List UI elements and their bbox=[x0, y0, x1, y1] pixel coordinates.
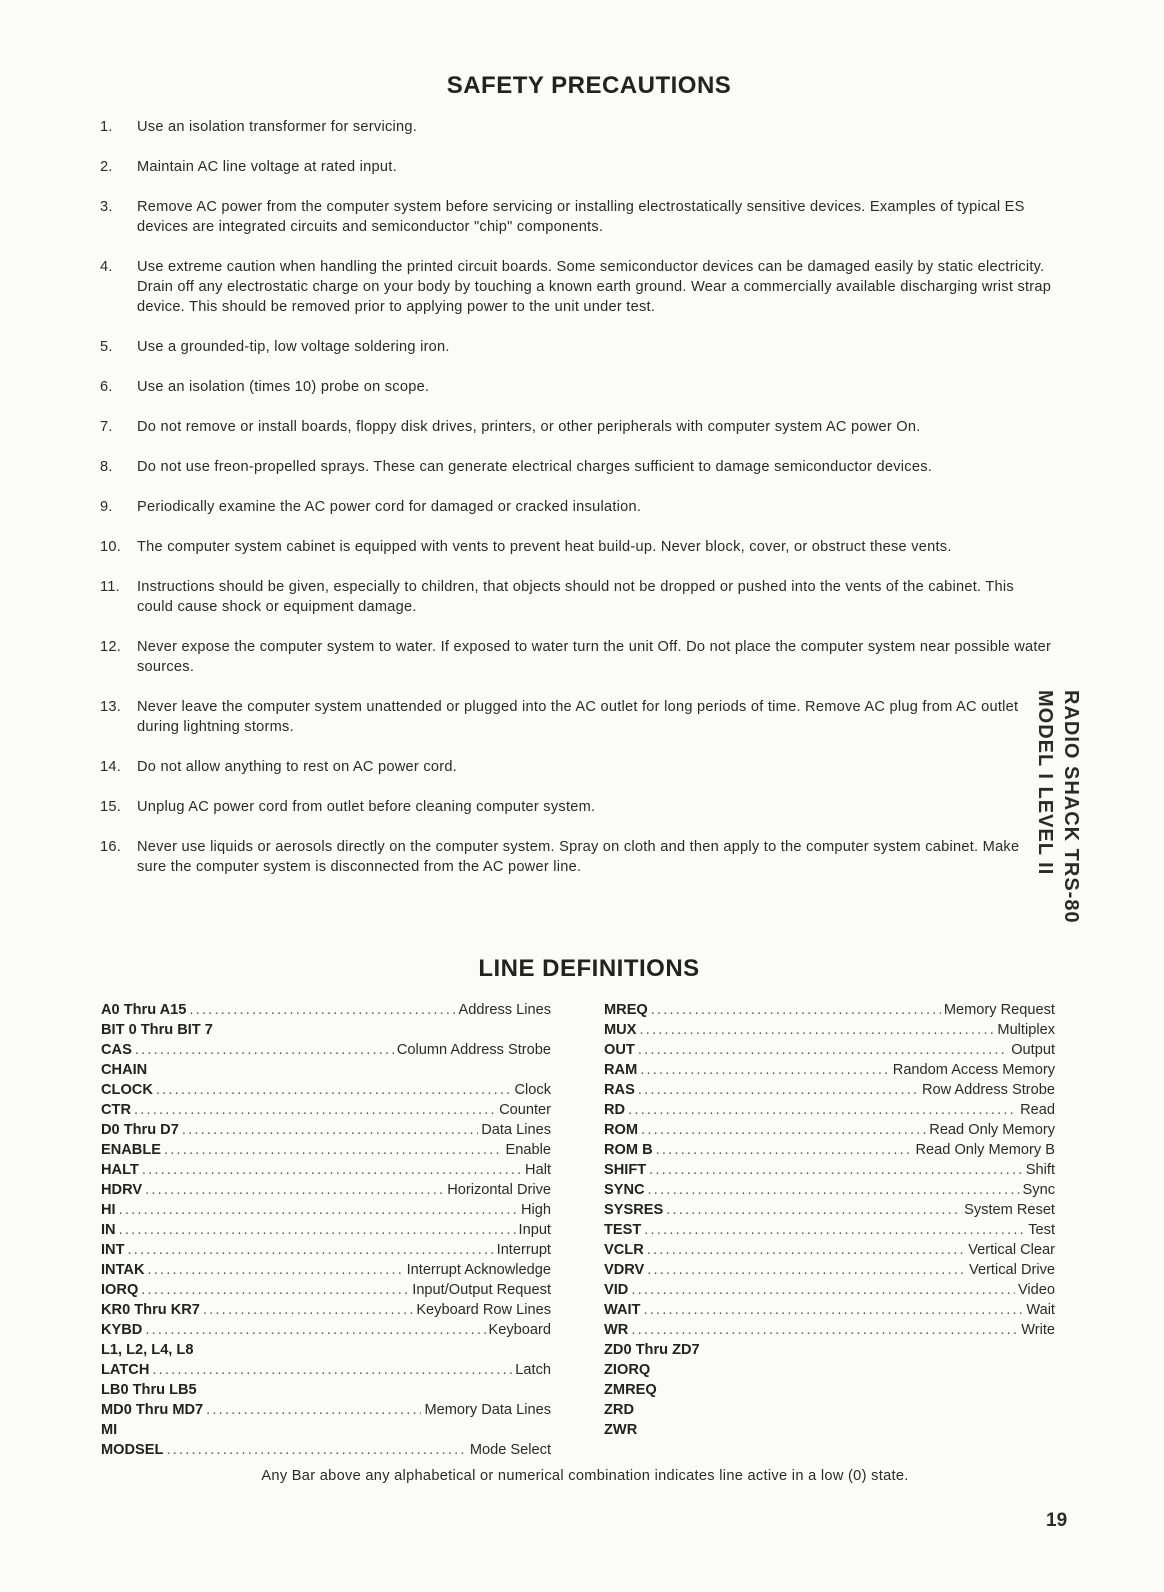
definition-row bbox=[101, 1180, 551, 1200]
dot-leader bbox=[145, 1180, 444, 1200]
signal-definition: Address Lines bbox=[458, 1002, 551, 1018]
precaution-number: 15. bbox=[100, 799, 122, 815]
definition-row bbox=[101, 1120, 551, 1140]
signal-abbreviation: SYNC bbox=[604, 1182, 645, 1198]
signal-definition: Row Address Strobe bbox=[921, 1082, 1055, 1098]
definition-row bbox=[604, 1300, 1055, 1320]
signal-abbreviation: INTAK bbox=[101, 1262, 145, 1278]
precaution-number: 5. bbox=[100, 339, 113, 355]
definition-row bbox=[604, 1160, 1055, 1180]
precaution-text: Do not allow anything to rest on AC power cord. bbox=[137, 759, 458, 775]
dot-leader bbox=[166, 1440, 466, 1460]
signal-abbreviation: VCLR bbox=[604, 1242, 644, 1258]
signal-abbreviation: L1, L2, L4, L8 bbox=[101, 1342, 194, 1358]
precaution-number: 9. bbox=[100, 499, 113, 515]
signal-definition: Vertical Drive bbox=[969, 1262, 1055, 1278]
dot-leader bbox=[206, 1400, 421, 1420]
precaution-item bbox=[100, 157, 1052, 177]
dot-leader bbox=[651, 1000, 941, 1020]
signal-abbreviation: RAS bbox=[604, 1082, 635, 1098]
line-definitions-left-column bbox=[101, 1000, 551, 1460]
precaution-number: 12. bbox=[100, 639, 122, 655]
signal-abbreviation: ZD0 Thru ZD7 bbox=[604, 1342, 700, 1358]
precaution-number: 7. bbox=[100, 419, 113, 435]
dot-leader bbox=[631, 1320, 1018, 1340]
definition-row bbox=[604, 1060, 1055, 1080]
signal-abbreviation: MI bbox=[101, 1422, 118, 1438]
definition-row bbox=[101, 1080, 551, 1100]
dot-leader bbox=[135, 1040, 394, 1060]
precaution-text: Do not use freon-propelled sprays. These can generate electrical charges sufficient to damage semiconductor devices. bbox=[137, 459, 933, 475]
precaution-item bbox=[100, 257, 1052, 317]
signal-definition: Enable bbox=[505, 1142, 551, 1158]
definition-row bbox=[604, 1040, 1055, 1060]
precaution-number: 10. bbox=[100, 539, 122, 555]
dot-leader bbox=[656, 1140, 913, 1160]
line-definitions-right-column bbox=[604, 1000, 1055, 1440]
dot-leader bbox=[141, 1280, 409, 1300]
signal-abbreviation: LATCH bbox=[101, 1362, 150, 1378]
signal-abbreviation: ZWR bbox=[604, 1422, 638, 1438]
precaution-text: Use an isolation (times 10) probe on scope. bbox=[137, 379, 430, 395]
signal-definition: Memory Request bbox=[943, 1002, 1055, 1018]
signal-abbreviation: WR bbox=[604, 1322, 629, 1338]
definition-row bbox=[101, 1280, 551, 1300]
precaution-text: Never expose the computer system to water. If exposed to water turn the unit Off. Do not place the computer system near possible water sources. bbox=[137, 639, 1052, 675]
dot-leader bbox=[148, 1260, 404, 1280]
signal-definition: Latch bbox=[515, 1362, 551, 1378]
precaution-item bbox=[100, 457, 1052, 477]
signal-definition: Wait bbox=[1026, 1302, 1055, 1318]
signal-definition: Input bbox=[518, 1222, 551, 1238]
signal-abbreviation: INT bbox=[101, 1242, 125, 1258]
signal-abbreviation: IN bbox=[101, 1222, 116, 1238]
definition-row bbox=[604, 1420, 1055, 1440]
definition-row bbox=[604, 1100, 1055, 1120]
signal-abbreviation: TEST bbox=[604, 1222, 642, 1238]
definition-row bbox=[604, 1000, 1055, 1020]
precaution-item bbox=[100, 637, 1052, 677]
definition-row bbox=[101, 1160, 551, 1180]
definition-row bbox=[604, 1260, 1055, 1280]
signal-abbreviation: SYSRES bbox=[604, 1202, 664, 1218]
definition-row bbox=[101, 1320, 551, 1340]
definition-row bbox=[101, 1240, 551, 1260]
signal-abbreviation: RAM bbox=[604, 1062, 638, 1078]
definition-row bbox=[604, 1120, 1055, 1140]
definition-row bbox=[101, 1420, 551, 1440]
signal-definition: Random Access Memory bbox=[892, 1062, 1055, 1078]
signal-abbreviation: WAIT bbox=[604, 1302, 641, 1318]
definition-row bbox=[101, 1060, 551, 1080]
dot-leader bbox=[142, 1160, 522, 1180]
dot-leader bbox=[152, 1360, 512, 1380]
definition-row bbox=[604, 1360, 1055, 1380]
signal-definition: Read bbox=[1020, 1102, 1055, 1118]
dot-leader bbox=[638, 1040, 1008, 1060]
definition-row bbox=[604, 1220, 1055, 1240]
precaution-number: 16. bbox=[100, 839, 122, 855]
definition-row bbox=[101, 1440, 551, 1460]
definition-row bbox=[101, 1380, 551, 1400]
precaution-item bbox=[100, 757, 1052, 777]
page-number: 19 bbox=[1046, 1510, 1068, 1531]
signal-abbreviation: CHAIN bbox=[101, 1062, 148, 1078]
signal-abbreviation: ENABLE bbox=[101, 1142, 161, 1158]
dot-leader bbox=[647, 1240, 965, 1260]
side-label bbox=[1032, 690, 1084, 924]
definition-row bbox=[604, 1400, 1055, 1420]
definition-row bbox=[101, 1340, 551, 1360]
signal-definition: Read Only Memory bbox=[929, 1122, 1055, 1138]
dot-leader bbox=[134, 1100, 496, 1120]
signal-definition: Data Lines bbox=[481, 1122, 551, 1138]
precaution-text: Never use liquids or aerosols directly on the computer system. Spray on cloth and then apply to the computer system cabinet. Make sure the computer system is disconnected from the AC power line. bbox=[137, 839, 1020, 875]
definition-row bbox=[101, 1020, 551, 1040]
active-low-note: Any Bar above any alphabetical or numerical combination indicates line active in a low (0) state. bbox=[261, 1468, 909, 1484]
signal-abbreviation: ZIORQ bbox=[604, 1362, 651, 1378]
definition-row bbox=[604, 1320, 1055, 1340]
dot-leader bbox=[128, 1240, 494, 1260]
precaution-item bbox=[100, 837, 1052, 877]
dot-leader bbox=[164, 1140, 503, 1160]
signal-abbreviation: RD bbox=[604, 1102, 626, 1118]
signal-abbreviation: ZMREQ bbox=[604, 1382, 657, 1398]
dot-leader bbox=[145, 1320, 485, 1340]
precaution-item bbox=[100, 697, 1052, 737]
signal-abbreviation: D0 Thru D7 bbox=[101, 1122, 179, 1138]
signal-definition: Input/Output Request bbox=[412, 1282, 551, 1298]
precaution-text: Do not remove or install boards, floppy disk drives, printers, or other peripherals with computer system AC power On. bbox=[137, 419, 921, 435]
definition-row bbox=[604, 1140, 1055, 1160]
definition-row bbox=[101, 1100, 551, 1120]
signal-definition: Interrupt Acknowledge bbox=[406, 1262, 551, 1278]
signal-abbreviation: SHIFT bbox=[604, 1162, 647, 1178]
dot-leader bbox=[638, 1080, 919, 1100]
precaution-item bbox=[100, 197, 1052, 237]
precaution-number: 1. bbox=[100, 119, 113, 135]
dot-leader bbox=[203, 1300, 413, 1320]
precaution-number: 6. bbox=[100, 379, 113, 395]
dot-leader bbox=[639, 1020, 994, 1040]
precaution-text: Use extreme caution when handling the printed circuit boards. Some semiconductor devices can be damaged easily by static electricity. Drain off any electrostatic charge on your body by touching a known earth ground. Wear a commercially available discharging wrist strap device. This should be removed prior to applying power to the unit under test. bbox=[137, 259, 1052, 315]
signal-definition: Horizontal Drive bbox=[447, 1182, 551, 1198]
signal-abbreviation: MREQ bbox=[604, 1002, 648, 1018]
definition-row bbox=[604, 1020, 1055, 1040]
signal-abbreviation: BIT 0 Thru BIT 7 bbox=[101, 1022, 213, 1038]
definition-row bbox=[101, 1220, 551, 1240]
precaution-item bbox=[100, 797, 1052, 817]
signal-definition: Halt bbox=[525, 1162, 551, 1178]
safety-precautions-heading: SAFETY PRECAUTIONS bbox=[446, 72, 732, 99]
precaution-number: 3. bbox=[100, 199, 113, 215]
precaution-text: Use an isolation transformer for servicing. bbox=[137, 119, 418, 135]
precaution-number: 2. bbox=[100, 159, 113, 175]
signal-abbreviation: MUX bbox=[604, 1022, 637, 1038]
precaution-item bbox=[100, 337, 1052, 357]
precaution-text: Use a grounded-tip, low voltage soldering iron. bbox=[137, 339, 450, 355]
signal-abbreviation: KYBD bbox=[101, 1322, 143, 1338]
signal-definition: Mode Select bbox=[469, 1442, 551, 1458]
signal-definition: Interrupt bbox=[496, 1242, 551, 1258]
dot-leader bbox=[641, 1120, 926, 1140]
signal-definition: Keyboard bbox=[488, 1322, 551, 1338]
safety-precautions-list bbox=[100, 117, 1052, 897]
line-definitions-heading: LINE DEFINITIONS bbox=[478, 955, 700, 982]
precaution-item bbox=[100, 537, 1052, 557]
signal-abbreviation: HALT bbox=[101, 1162, 139, 1178]
precaution-number: 8. bbox=[100, 459, 113, 475]
definition-row bbox=[604, 1240, 1055, 1260]
signal-abbreviation: HDRV bbox=[101, 1182, 143, 1198]
dot-leader bbox=[648, 1180, 1020, 1200]
signal-abbreviation: IORQ bbox=[101, 1282, 139, 1298]
dot-leader bbox=[649, 1160, 1023, 1180]
signal-definition: Clock bbox=[514, 1082, 551, 1098]
signal-definition: System Reset bbox=[964, 1202, 1055, 1218]
dot-leader bbox=[631, 1280, 1015, 1300]
signal-abbreviation: CTR bbox=[101, 1102, 131, 1118]
definition-row bbox=[101, 1400, 551, 1420]
signal-definition: Keyboard Row Lines bbox=[416, 1302, 551, 1318]
signal-abbreviation: A0 Thru A15 bbox=[101, 1002, 187, 1018]
signal-definition: Write bbox=[1021, 1322, 1055, 1338]
signal-abbreviation: ZRD bbox=[604, 1402, 634, 1418]
signal-definition: Test bbox=[1028, 1222, 1055, 1238]
definition-row bbox=[101, 1040, 551, 1060]
precaution-text: Instructions should be given, especially to children, that objects should not be dropped or pushed into the vents of the cabinet. This could cause shock or equipment damage. bbox=[137, 579, 1014, 615]
signal-definition: High bbox=[520, 1202, 551, 1218]
precaution-item bbox=[100, 577, 1052, 617]
precaution-number: 13. bbox=[100, 699, 122, 715]
precaution-text: Unplug AC power cord from outlet before cleaning computer system. bbox=[137, 799, 596, 815]
precaution-text: Remove AC power from the computer system before servicing or installing electrostatically sensitive devices. Examples of typical ES devices are integrated circuits and semiconductor "chip" components. bbox=[137, 199, 1025, 235]
signal-abbreviation: VID bbox=[604, 1282, 629, 1298]
definition-row bbox=[101, 1000, 551, 1020]
precaution-number: 14. bbox=[100, 759, 122, 775]
precaution-number: 11. bbox=[100, 579, 120, 595]
signal-definition: Vertical Clear bbox=[968, 1242, 1055, 1258]
definition-row bbox=[101, 1200, 551, 1220]
signal-abbreviation: ROM bbox=[604, 1122, 639, 1138]
signal-abbreviation: LB0 Thru LB5 bbox=[101, 1382, 197, 1398]
dot-leader bbox=[644, 1220, 1025, 1240]
dot-leader bbox=[666, 1200, 961, 1220]
precaution-item bbox=[100, 117, 1052, 137]
signal-definition: Column Address Strobe bbox=[396, 1042, 551, 1058]
definition-row bbox=[604, 1180, 1055, 1200]
precaution-item bbox=[100, 497, 1052, 517]
signal-abbreviation: MODSEL bbox=[101, 1442, 164, 1458]
side-label-line1: RADIO SHACK TRS-80 bbox=[1060, 690, 1082, 924]
dot-leader bbox=[156, 1080, 512, 1100]
signal-definition: Counter bbox=[499, 1102, 551, 1118]
signal-abbreviation: KR0 Thru KR7 bbox=[101, 1302, 200, 1318]
dot-leader bbox=[628, 1100, 1017, 1120]
signal-definition: Shift bbox=[1025, 1162, 1055, 1178]
definition-row bbox=[604, 1080, 1055, 1100]
dot-leader bbox=[640, 1060, 890, 1080]
definition-row bbox=[101, 1260, 551, 1280]
dot-leader bbox=[182, 1120, 478, 1140]
signal-definition: Output bbox=[1011, 1042, 1055, 1058]
precaution-number: 4. bbox=[100, 259, 113, 275]
signal-abbreviation: OUT bbox=[604, 1042, 635, 1058]
precaution-text: Maintain AC line voltage at rated input. bbox=[137, 159, 397, 175]
signal-abbreviation: VDRV bbox=[604, 1262, 645, 1278]
signal-definition: Multiplex bbox=[997, 1022, 1055, 1038]
dot-leader bbox=[119, 1220, 516, 1240]
dot-leader bbox=[647, 1260, 966, 1280]
precaution-text: Periodically examine the AC power cord for damaged or cracked insulation. bbox=[137, 499, 642, 515]
dot-leader bbox=[119, 1200, 518, 1220]
dot-leader bbox=[189, 1000, 455, 1020]
definition-row bbox=[604, 1380, 1055, 1400]
definition-row bbox=[101, 1300, 551, 1320]
signal-abbreviation: MD0 Thru MD7 bbox=[101, 1402, 204, 1418]
signal-abbreviation: CAS bbox=[101, 1042, 132, 1058]
signal-abbreviation: HI bbox=[101, 1202, 116, 1218]
precaution-item bbox=[100, 417, 1052, 437]
definition-row bbox=[604, 1280, 1055, 1300]
signal-definition: Sync bbox=[1022, 1182, 1055, 1198]
signal-definition: Read Only Memory B bbox=[915, 1142, 1055, 1158]
dot-leader bbox=[643, 1300, 1023, 1320]
precaution-item bbox=[100, 377, 1052, 397]
side-label-line2: MODEL I LEVEL II bbox=[1034, 690, 1056, 876]
precaution-text: The computer system cabinet is equipped with vents to prevent heat build-up. Never block, cover, or obstruct these vents. bbox=[137, 539, 952, 555]
definition-row bbox=[101, 1140, 551, 1160]
signal-abbreviation: CLOCK bbox=[101, 1082, 153, 1098]
signal-abbreviation: ROM B bbox=[604, 1142, 653, 1158]
precaution-text: Never leave the computer system unattended or plugged into the AC outlet for long periods of time. Remove AC plug from AC outlet during lightning storms. bbox=[137, 699, 1019, 735]
signal-definition: Video bbox=[1017, 1282, 1055, 1298]
definition-row bbox=[604, 1340, 1055, 1360]
signal-definition: Memory Data Lines bbox=[424, 1402, 551, 1418]
definition-row bbox=[604, 1200, 1055, 1220]
definition-row bbox=[101, 1360, 551, 1380]
